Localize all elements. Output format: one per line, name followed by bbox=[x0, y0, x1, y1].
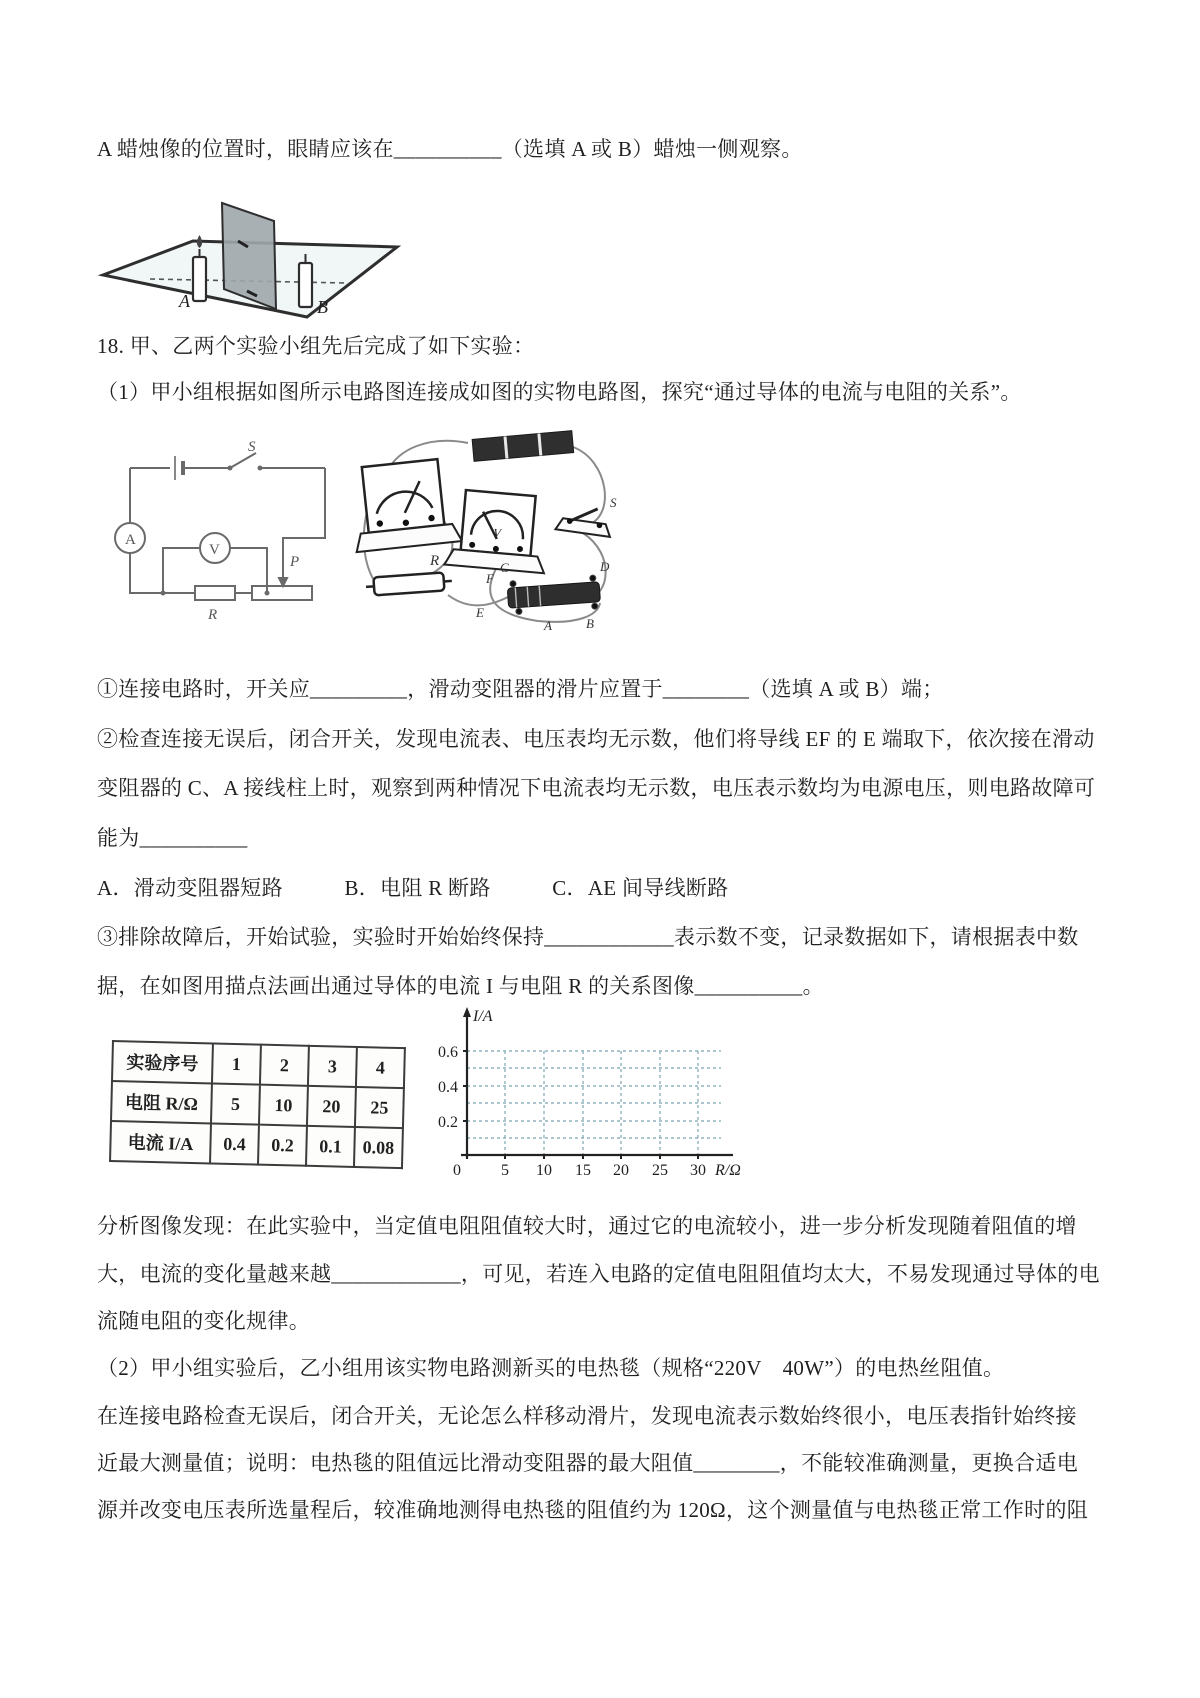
x-tick-label: 15 bbox=[575, 1162, 591, 1179]
resistor-lead bbox=[444, 581, 452, 582]
intro-line: A 蜡烛像的位置时，眼睛应该在__________（选填 A 或 B）蜡烛一侧观察。 bbox=[97, 137, 803, 161]
table-cell: 0.08 bbox=[354, 1127, 403, 1168]
resistor-label: R bbox=[208, 607, 218, 623]
y-tick-label: 0.6 bbox=[438, 1044, 458, 1061]
resistor-lead bbox=[366, 586, 374, 587]
physical-circuit-svg bbox=[348, 425, 628, 633]
terminal bbox=[590, 575, 596, 581]
x-tick-label: 25 bbox=[652, 1162, 668, 1179]
ir-graph-figure bbox=[425, 1003, 757, 1204]
option-b: B．电阻 R 断路 bbox=[344, 876, 491, 900]
physical-circuit-figure bbox=[348, 425, 628, 638]
table-row-header: 电阻 R/Ω bbox=[111, 1081, 212, 1123]
analysis-line2: 大，电流的变化量越来越____________，可见，若连入电路的定值电阻阻值均太大，不易发现通过导体的电 bbox=[97, 1262, 1100, 1286]
table-row bbox=[112, 1041, 405, 1088]
item2-line1: ②检查连接无误后，闭合开关，发现电流表、电压表均无示数，他们将导线 EF 的 E 端取下，依次接在滑动 bbox=[97, 727, 1095, 751]
x-axis-label: R/Ω bbox=[715, 1162, 741, 1179]
y-axis-label: I/A bbox=[473, 1008, 493, 1025]
label-f: F bbox=[486, 571, 494, 586]
label-b: B bbox=[586, 616, 594, 631]
item2-line2: 变阻器的 C、A 接线柱上时，观察到两种情况下电流表均无示数，电压表示数均为电源电压，则电路故障可 bbox=[97, 776, 1096, 800]
circuit-schematic-svg bbox=[100, 438, 352, 628]
wire bbox=[283, 468, 325, 562]
x-tick-label: 30 bbox=[690, 1162, 706, 1179]
q18-part1: （1）甲小组根据如图所示电路图连接成如图的实物电路图，探究“通过导体的电流与电阻的关系”。 bbox=[97, 380, 1022, 404]
battery-pack bbox=[472, 431, 574, 462]
candle-mirror-svg bbox=[95, 183, 407, 325]
rheostat-symbol bbox=[252, 586, 312, 600]
junction-dot bbox=[265, 591, 270, 596]
option-c: C．AE 间导线断路 bbox=[552, 876, 729, 900]
part2-line3: 源并改变电压表所选量程后，较准确地测得电热毯的阻值约为 120Ω，这个测量值与电热毯正常工作时的阻 bbox=[97, 1498, 1089, 1522]
x-tick-label: 5 bbox=[501, 1162, 509, 1179]
x-tick-label: 20 bbox=[613, 1162, 629, 1179]
resistor-body bbox=[373, 573, 444, 596]
item3-line1: ③排除故障后，开始试验，实验时开始始终保持____________表示数不变，记录数据如下，请根据表中数 bbox=[97, 925, 1079, 949]
label-e: E bbox=[476, 605, 484, 620]
analysis-line1: 分析图像发现：在此实验中，当定值电阻阻值较大时，通过它的电流较小，进一步分析发现随着阻值的增 bbox=[97, 1214, 1077, 1238]
table-row bbox=[111, 1081, 404, 1128]
table-cell: 4 bbox=[356, 1047, 405, 1088]
q18-stem: 18. 甲、乙两个实验小组先后完成了如下实验： bbox=[97, 334, 535, 358]
table-cell: 0.4 bbox=[210, 1123, 259, 1164]
terminal bbox=[510, 581, 516, 587]
ammeter-label: A bbox=[125, 532, 136, 548]
table-row-header: 实验序号 bbox=[112, 1041, 213, 1083]
table-cell: 0.2 bbox=[258, 1125, 307, 1166]
experiment-data-table bbox=[112, 1040, 406, 1162]
slider-arrowhead bbox=[279, 578, 287, 586]
item3-line2: 据，在如图用描点法画出通过导体的电流 I 与电阻 R 的关系图像__________。 bbox=[97, 974, 824, 998]
table-cell: 10 bbox=[259, 1085, 308, 1126]
origin-label: 0 bbox=[453, 1162, 461, 1179]
battery-cell-divider bbox=[505, 437, 507, 459]
label-a: A bbox=[544, 618, 552, 633]
item1-line: ①连接电路时，开关应_________，滑动变阻器的滑片应置于________（选填 A 或 B）端； bbox=[97, 677, 944, 701]
voltmeter-label: V bbox=[209, 542, 220, 558]
candle-a-label: A bbox=[179, 291, 190, 311]
switch-label: S bbox=[248, 439, 256, 455]
candle-b-label: B bbox=[317, 297, 328, 317]
part2-line2: 近最大测量值；说明：电热毯的阻值远比滑动变阻器的最大阻值________，不能较准确测量，更换合适电 bbox=[97, 1451, 1078, 1475]
rheostat-body bbox=[507, 582, 600, 608]
switch-contact bbox=[258, 466, 263, 471]
table-cell: 3 bbox=[308, 1046, 357, 1087]
wire bbox=[448, 595, 508, 605]
candle-mirror-figure bbox=[95, 183, 407, 330]
analysis-line3: 流随电阻的变化规律。 bbox=[97, 1309, 310, 1333]
resistor-label: R bbox=[430, 553, 440, 569]
y-tick-label: 0.4 bbox=[438, 1079, 458, 1096]
junction-dot bbox=[161, 591, 166, 596]
y-axis-arrowhead bbox=[463, 1007, 471, 1017]
x-tick-label: 10 bbox=[536, 1162, 552, 1179]
voltmeter-glyph: V bbox=[492, 525, 502, 541]
candle-b bbox=[299, 263, 312, 307]
candle-a bbox=[193, 257, 206, 301]
switch-contact bbox=[228, 466, 233, 471]
label-c: C bbox=[500, 560, 509, 575]
table-row-header: 电流 I/A bbox=[110, 1121, 211, 1163]
options-line bbox=[97, 875, 728, 901]
item2-line3: 能为__________ bbox=[97, 826, 248, 850]
slider-label: P bbox=[290, 554, 300, 570]
part2-stem: （2）甲小组实验后，乙小组用该实物电路测新买的电热毯（规格“220V 40W”）的电热丝阻值。 bbox=[97, 1356, 1005, 1380]
ir-graph-svg bbox=[425, 1003, 757, 1199]
table-cell: 1 bbox=[212, 1043, 261, 1084]
y-tick-label: 0.2 bbox=[438, 1114, 458, 1131]
part2-line1: 在连接电路检查无误后，闭合开关，无论怎么样移动滑片，发现电流表示数始终很小，电压表指针始终接 bbox=[97, 1404, 1077, 1428]
switch-base bbox=[555, 517, 611, 537]
table-cell: 25 bbox=[355, 1087, 404, 1128]
terminal bbox=[516, 608, 522, 614]
switch-label: S bbox=[610, 495, 617, 510]
switch-lever bbox=[230, 453, 256, 468]
circuit-schematic-figure bbox=[100, 438, 352, 633]
terminal bbox=[592, 603, 598, 609]
table-cell: 20 bbox=[307, 1086, 356, 1127]
table-cell: 0.1 bbox=[306, 1126, 355, 1167]
table-row bbox=[110, 1121, 403, 1168]
resistor-symbol bbox=[195, 586, 235, 600]
label-d: D bbox=[600, 559, 610, 574]
table-cell: 5 bbox=[211, 1083, 260, 1124]
battery-cell-divider bbox=[539, 434, 541, 456]
option-a: A．滑动变阻器短路 bbox=[97, 876, 283, 900]
table-cell: 2 bbox=[260, 1045, 309, 1086]
